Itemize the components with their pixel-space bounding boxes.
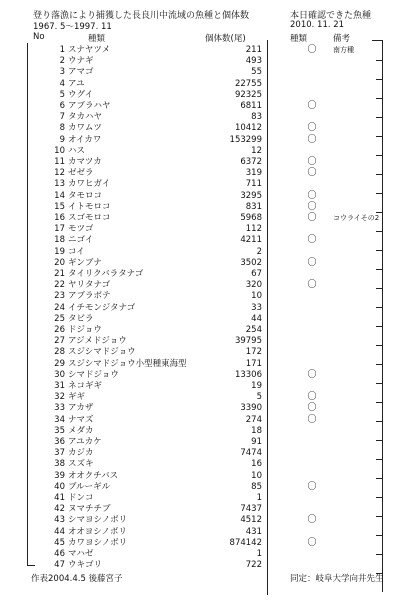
confirmed-mark: 〇 [307,123,317,134]
confirmed-mark: 〇 [307,481,317,492]
species-name: タカハヤ [68,112,103,123]
row-number: 40 [54,481,65,492]
individual-count: 320 [245,280,262,291]
individual-count: 831 [245,201,262,212]
table-row [0,549,411,560]
confirmed-mark: 〇 [307,515,317,526]
individual-count: 1 [256,493,262,503]
species-name: イチモンジタナゴ [68,302,136,313]
row-number: 45 [54,537,65,548]
row-number: 46 [54,549,65,559]
individual-count: 91 [251,437,262,447]
table-row [0,359,411,370]
table-row [0,437,411,448]
table-row [0,112,411,123]
species-name: メダカ [68,425,94,436]
species-name: スジシマドジョウ [68,347,136,358]
col-header-count: 個体数(尾) [205,34,246,44]
row-number: 34 [54,414,65,425]
row-number: 10 [54,145,65,156]
row-number: 1 [59,45,65,55]
table-row [0,515,411,526]
right-panel-date: 2010. 11. 21 [290,20,345,30]
table-row [0,325,411,336]
table-row [0,538,411,549]
table-row [0,471,411,482]
col-header-species: 種類 [88,34,106,44]
species-name: ゼゼラ [68,168,94,179]
row-number: 4 [59,78,65,89]
individual-count: 4211 [240,235,262,246]
right-top-tick [372,40,383,41]
confirmed-mark: 〇 [307,369,317,380]
confirmed-mark: 〇 [307,403,317,414]
row-number: 8 [59,123,65,134]
species-name: ヤリタナゴ [68,280,111,291]
species-name: アカザ [68,403,94,414]
row-number: 43 [54,515,65,526]
species-name: アユカケ [68,437,102,447]
confirmed-mark: 〇 [307,235,317,246]
individual-count: 3390 [240,403,262,414]
species-name: ギンブナ [68,257,102,268]
row-number: 22 [54,280,65,291]
remark-note: 南方種 [333,46,354,54]
individual-count: 1 [256,549,262,559]
row-number: 42 [54,504,65,515]
individual-count: 6811 [240,101,262,111]
table-row [0,56,411,67]
row-number: 38 [54,459,65,470]
species-name: ナマズ [68,414,94,425]
table-row [0,135,411,146]
species-name: タモロコ [68,190,103,201]
individual-count: 7474 [240,448,262,459]
individual-count: 85 [251,481,262,492]
individual-count: 6372 [240,157,262,167]
row-number: 47 [54,560,65,571]
individual-count: 5 [256,392,262,403]
confirmed-mark: 〇 [307,392,317,403]
species-name: スゴモロコ [68,213,111,223]
survey-period: 1967. 5～1997. 11 [33,22,112,32]
individual-count: 211 [245,45,262,55]
table-row [0,157,411,168]
species-name: マハゼ [68,549,94,559]
species-name: オイカワ [68,134,102,145]
species-name: ハス [68,145,86,156]
table-row [0,527,411,538]
row-number: 15 [54,201,65,212]
species-name: オオヨシノボリ [68,526,127,537]
individual-count: 44 [251,313,262,324]
row-number: 20 [54,257,65,268]
table-row [0,146,411,157]
row-number: 29 [54,358,65,369]
table-row [0,45,411,56]
row-number: 14 [54,190,65,201]
table-row [0,280,411,291]
species-name: スズキ [68,459,94,470]
species-name: カマツカ [68,157,102,167]
individual-count: 10 [251,470,262,481]
table-row [0,123,411,134]
individual-count: 319 [245,168,262,179]
row-number: 17 [54,224,65,235]
species-name: ドジョウ [68,325,102,335]
individual-count: 431 [245,526,262,537]
individual-count: 39795 [234,336,262,347]
individual-count: 7437 [240,504,262,515]
table-row [0,303,411,314]
table-row [0,392,411,403]
individual-count: 19 [251,381,262,391]
individual-count: 10 [251,291,262,302]
species-name: ブルーギル [68,481,111,492]
table-row [0,504,411,515]
species-name: ウグイ [68,89,94,100]
row-number: 35 [54,425,65,436]
individual-count: 2 [256,246,262,257]
table-row [0,448,411,459]
table-row [0,415,411,426]
species-name: アユ [68,78,85,89]
individual-count: 55 [251,67,262,78]
col-header-no: No [33,32,45,42]
row-number: 32 [54,392,65,403]
col-header-type: 種類 [290,34,308,44]
row-number: 27 [54,336,65,347]
individual-count: 172 [245,347,262,358]
individual-count: 4512 [240,515,262,526]
confirmed-mark: 〇 [307,537,317,548]
species-name: スジシマドジョウ小型種東海型 [68,358,187,369]
col-header-note: 備考 [333,34,351,44]
row-number: 7 [59,112,65,123]
species-name: カジカ [68,448,94,459]
confirmed-mark: 〇 [307,101,317,111]
individual-count: 67 [251,269,262,279]
table-row [0,247,411,258]
table-row [0,224,411,235]
table-title: 登り落漁により捕獲した長良川中流域の魚種と個体数 [33,11,250,21]
table-row [0,101,411,112]
individual-count: 22755 [234,78,262,89]
table-row [0,459,411,470]
individual-count: 33 [251,302,262,313]
table-row [0,90,411,101]
species-name: カワヨシノボリ [68,537,128,548]
row-number: 37 [54,448,65,459]
confirmed-mark: 〇 [307,213,317,223]
row-number: 33 [54,403,65,414]
row-number: 41 [54,493,65,503]
table-row [0,235,411,246]
table-row [0,67,411,78]
row-number: 16 [54,213,65,223]
table-row [0,426,411,437]
table-row [0,191,411,202]
confirmed-mark: 〇 [307,157,317,167]
species-name: コイ [68,246,85,257]
individual-count: 18 [251,425,262,436]
individual-count: 12 [251,145,262,156]
confirmed-mark: 〇 [307,414,317,425]
row-number: 23 [54,291,65,302]
confirmed-mark: 〇 [307,201,317,212]
row-number: 3 [59,67,65,78]
row-number: 36 [54,437,65,447]
row-number: 19 [54,246,65,257]
table-row [0,168,411,179]
individual-count: 874142 [229,537,262,548]
row-number: 21 [54,269,65,279]
species-name: タイリクバラタナゴ [68,269,144,279]
individual-count: 10412 [234,123,262,134]
individual-count: 112 [245,224,262,235]
table-row [0,269,411,280]
row-number: 9 [59,134,65,145]
individual-count: 722 [245,560,262,571]
table-row [0,179,411,190]
species-name: アマゴ [68,67,94,78]
individual-count: 92325 [234,89,262,100]
confirmed-mark: 〇 [307,280,317,291]
confirmed-mark: 〇 [307,134,317,145]
row-number: 6 [59,101,65,111]
species-name: イトモロコ [68,201,111,212]
species-name: モツゴ [68,224,94,235]
row-number: 30 [54,369,65,380]
table-row [0,314,411,325]
individual-count: 3502 [240,257,262,268]
species-name: スナヤツメ [68,45,111,55]
table-row [0,258,411,269]
row-number: 13 [54,179,65,190]
table-row [0,202,411,213]
individual-count: 153299 [229,134,262,145]
footer-identification: 同定：岐阜大学向井先生 [290,574,384,584]
individual-count: 5968 [240,213,262,223]
confirmed-mark: 〇 [307,190,317,201]
row-number: 31 [54,381,65,391]
individual-count: 3295 [240,190,262,201]
individual-count: 254 [245,325,262,335]
table-row [0,347,411,358]
row-number: 25 [54,313,65,324]
table-row [0,482,411,493]
species-name: ネコギギ [68,381,103,391]
table-row [0,213,411,224]
individual-count: 274 [245,414,262,425]
row-number: 11 [54,157,65,167]
species-name: オオクチバス [68,470,119,481]
remark-note: コウライその2 [333,214,380,222]
species-name: タビラ [68,313,94,324]
individual-count: 711 [245,179,262,190]
row-number: 24 [54,302,65,313]
table-row [0,493,411,504]
table-row [0,381,411,392]
individual-count: 16 [251,459,262,470]
individual-count: 13306 [234,369,262,380]
species-name: ウナギ [68,56,94,67]
species-name: ニゴイ [68,235,94,246]
row-number: 39 [54,470,65,481]
species-name: ウキゴリ [68,560,103,571]
row-number: 2 [59,56,65,67]
species-name: カワヒガイ [68,179,111,190]
confirmed-mark: 〇 [307,45,317,55]
table-row [0,291,411,302]
table-row [0,79,411,90]
row-number: 12 [54,168,65,179]
confirmed-mark: 〇 [307,168,317,179]
right-panel-title: 本日確認できた魚種 [290,11,372,21]
species-name: シマドジョウ [68,369,119,380]
individual-count: 171 [245,358,262,369]
species-name: ドンコ [68,493,94,503]
species-name: アジメドジョウ [68,336,127,347]
row-number: 18 [54,235,65,246]
row-number: 5 [59,89,65,100]
table-row [0,336,411,347]
species-name: アブラボテ [68,291,111,302]
row-number: 44 [54,526,65,537]
table-row [0,560,411,571]
row-number: 28 [54,347,65,358]
table-row [0,370,411,381]
confirmed-mark: 〇 [307,257,317,268]
species-name: ヌマチチブ [68,504,111,515]
species-name: カワムツ [68,123,102,134]
species-name: アブラハヤ [68,101,111,111]
species-name: シマヨシノボリ [68,515,128,526]
species-name: ギギ [68,392,86,403]
table-row [0,403,411,414]
individual-count: 493 [245,56,262,67]
footer-author: 作表2004.4.5 後藤宮子 [31,574,123,584]
individual-count: 83 [251,112,262,123]
row-number: 26 [54,325,65,335]
